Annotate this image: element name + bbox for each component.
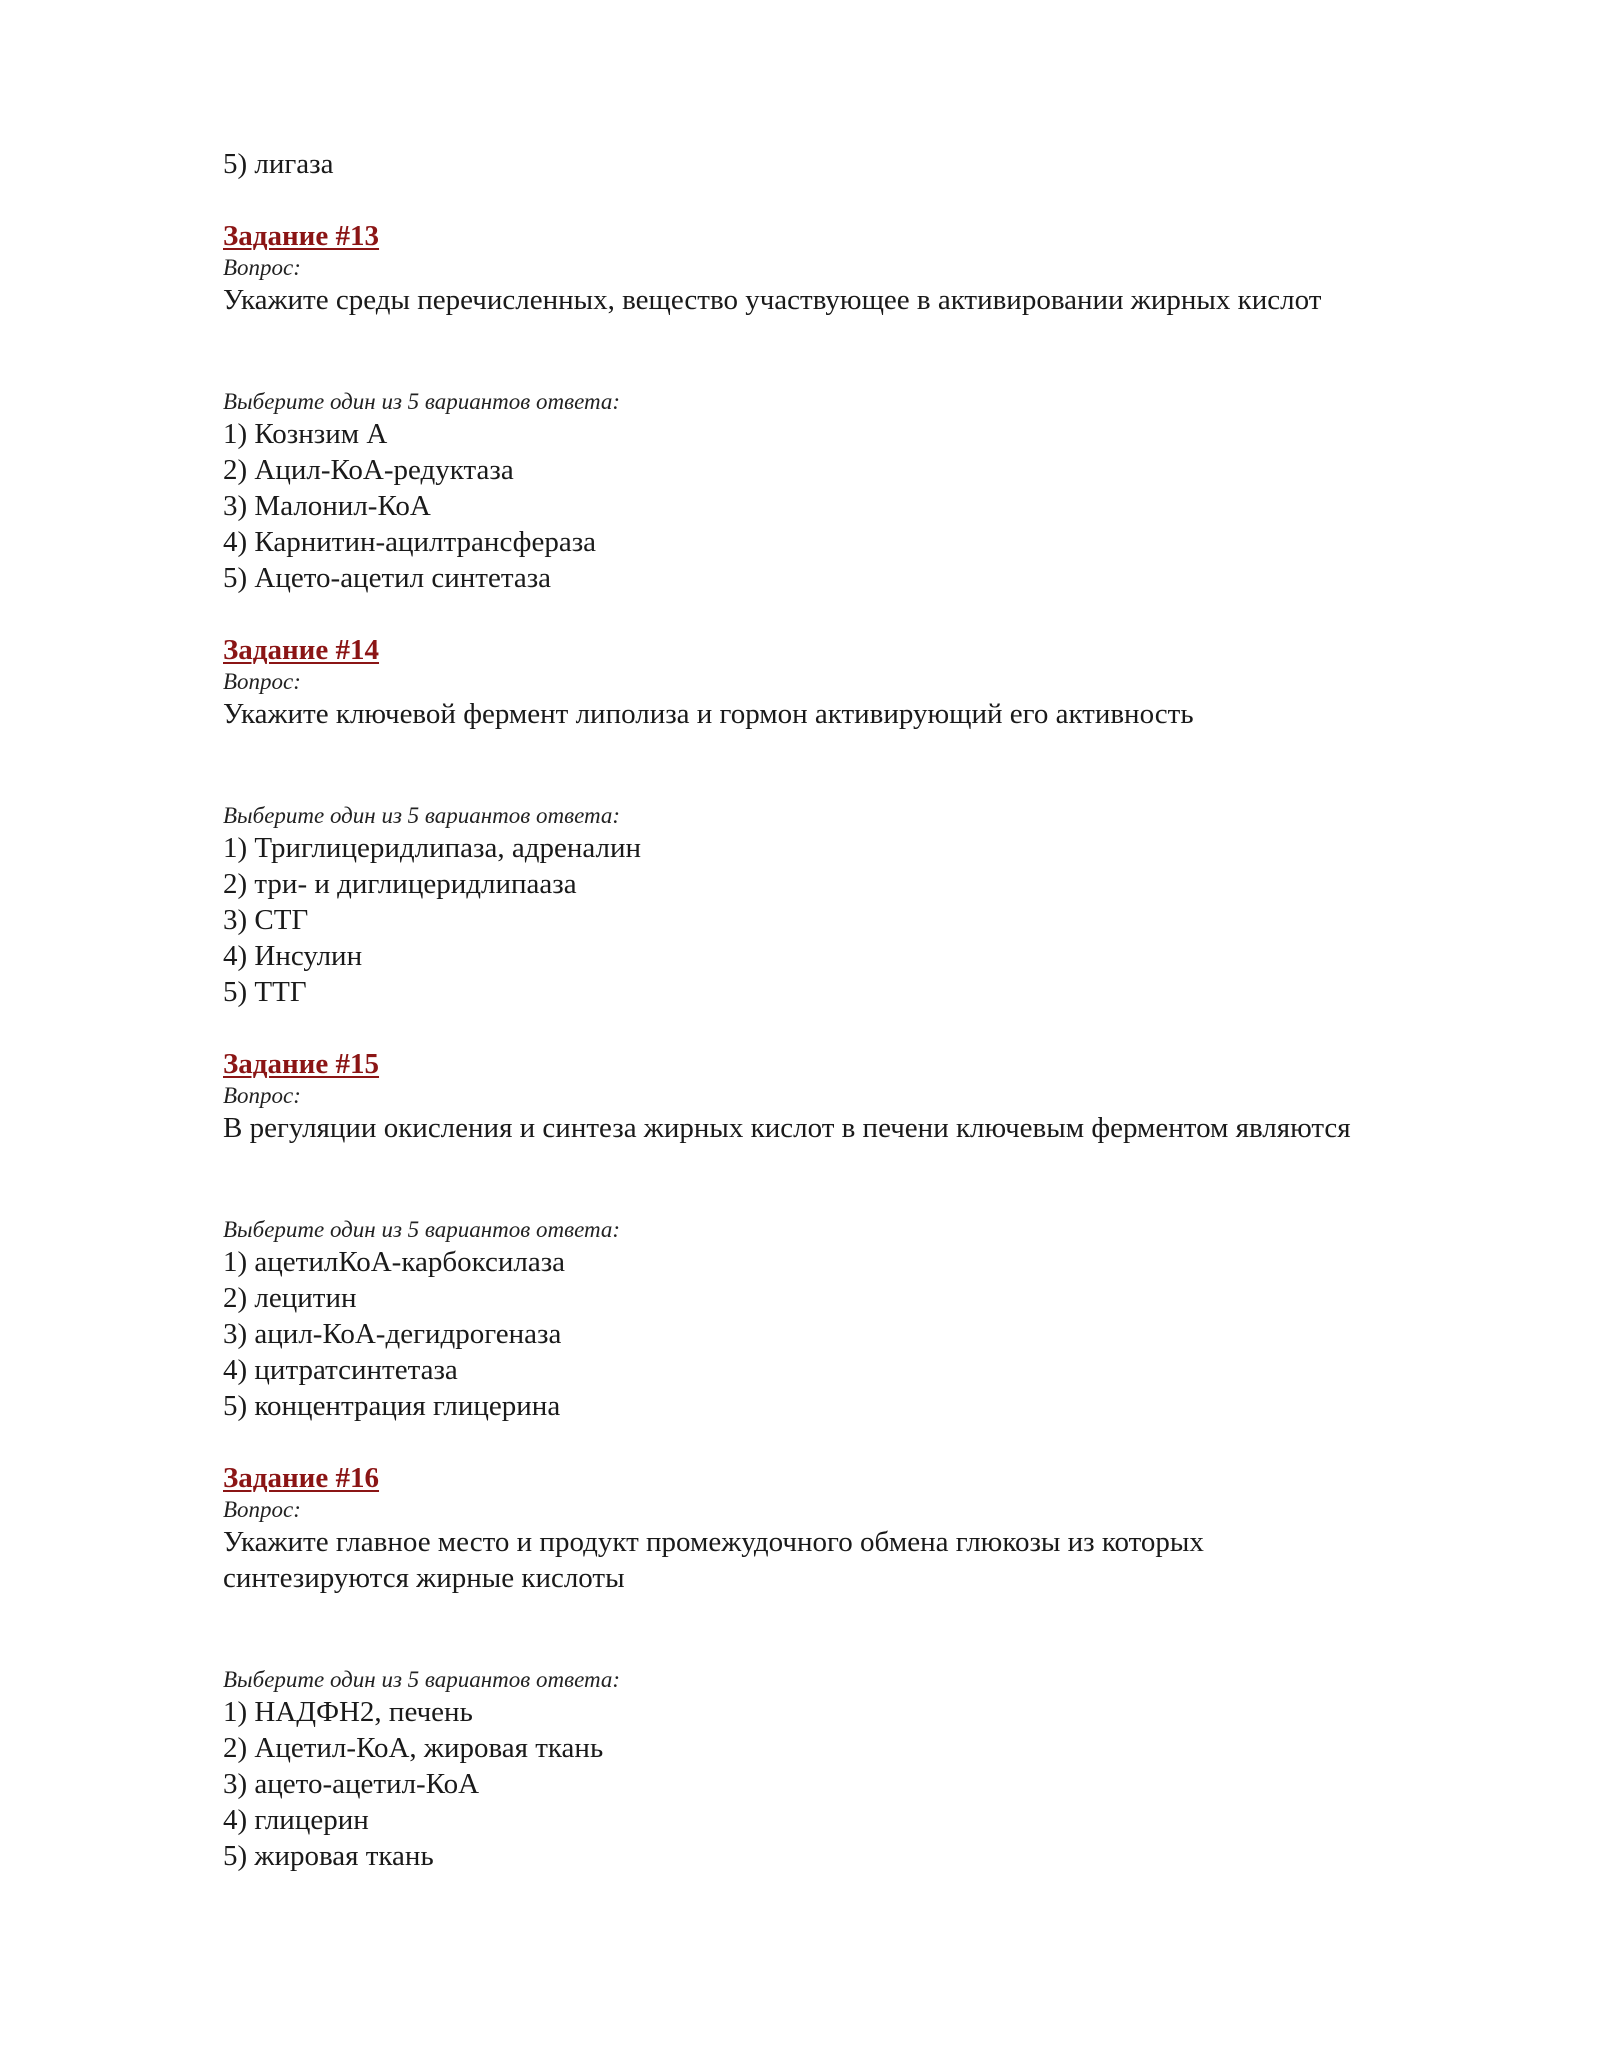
answer-option: 2) Ацетил-КоА, жировая ткань <box>223 1732 604 1764</box>
answer-option: 4) глицерин <box>223 1804 369 1836</box>
answer-option: 1) Кознзим А <box>223 418 388 450</box>
answer-option: 4) Инсулин <box>223 940 363 972</box>
answer-option: 4) цитратсинтетаза <box>223 1354 458 1386</box>
previous-answer-line: 5) лигаза <box>223 148 334 180</box>
answer-option: 3) СТГ <box>223 904 309 936</box>
answer-option: 5) Ацето-ацетил синтетаза <box>223 562 552 594</box>
answer-option: 2) Ацил-КоА-редуктаза <box>223 454 514 486</box>
question-label: Вопрос: <box>223 1083 301 1108</box>
answer-option: 1) НАДФН2, печень <box>223 1696 473 1728</box>
question-text: Укажите главное место и продукт промежудочного обмена глюкозы из которых синтезируются жирные кислоты <box>223 1526 1204 1594</box>
question-text: Укажите среды перечисленных, вещество участвующее в активировании жирных кислот <box>223 284 1322 316</box>
answer-option: 2) три- и диглицеридлипааза <box>223 868 577 900</box>
task-title: Задание #13 <box>223 220 380 252</box>
question-label: Вопрос: <box>223 1497 301 1522</box>
answer-option: 5) жировая ткань <box>223 1840 434 1872</box>
answer-option: 3) ацил-КоА-дегидрогеназа <box>223 1318 562 1350</box>
task-title: Задание #14 <box>223 634 380 666</box>
task-block <box>223 1460 1483 1874</box>
question-label: Вопрос: <box>223 255 301 280</box>
answers-label: Выберите один из 5 вариантов ответа: <box>223 803 621 828</box>
question-label: Вопрос: <box>223 669 301 694</box>
task-title: Задание #16 <box>223 1462 380 1494</box>
answer-option: 5) ТТГ <box>223 976 307 1008</box>
task-block <box>223 632 1483 1010</box>
task-title: Задание #15 <box>223 1048 380 1080</box>
answer-option: 3) Малонил-КоА <box>223 490 431 522</box>
answers-label: Выберите один из 5 вариантов ответа: <box>223 1217 621 1242</box>
answer-option: 1) ацетилКоА-карбоксилаза <box>223 1246 566 1278</box>
answer-option: 5) концентрация глицерина <box>223 1390 561 1422</box>
answer-option: 4) Карнитин-ацилтрансфераза <box>223 526 597 558</box>
question-text: В регуляции окисления и синтеза жирных кислот в печени ключевым ферментом являются <box>223 1112 1351 1144</box>
answers-label: Выберите один из 5 вариантов ответа: <box>223 1667 621 1692</box>
question-text: Укажите ключевой фермент липолиза и гормон активирующий его активность <box>223 698 1194 730</box>
answers-label: Выберите один из 5 вариантов ответа: <box>223 389 621 414</box>
task-block <box>223 218 1483 596</box>
task-block <box>223 1046 1483 1424</box>
document-page <box>223 146 1483 1874</box>
answer-option: 3) ацето-ацетил-КоА <box>223 1768 480 1800</box>
answer-option: 2) лецитин <box>223 1282 357 1314</box>
answer-option: 1) Триглицеридлипаза, адреналин <box>223 832 641 864</box>
